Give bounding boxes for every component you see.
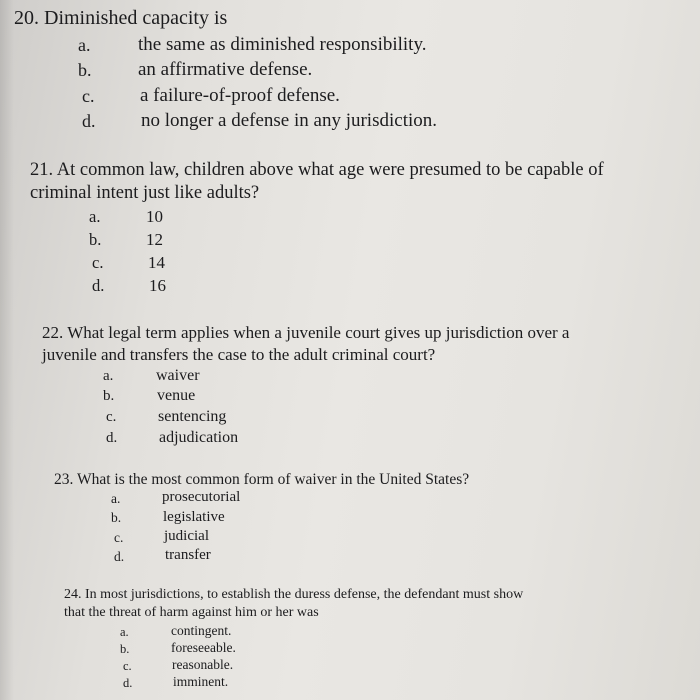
question-21-option-b-text: 12 [146,230,163,249]
question-22-option-d-text: adjudication [159,429,239,446]
question-20-option-c-text: a failure-of-proof defense. [140,85,340,106]
question-23-option-c-letter: c. [114,530,124,545]
question-21-option-d-text: 16 [149,276,166,295]
question-21-option-a-letter: a. [89,207,101,226]
question-20-option-a-text: the same as diminished responsibility. [138,34,427,55]
question-20-option-b-text: an affirmative defense. [138,59,313,80]
question-24-stem-line-1: 24. In most jurisdictions, to establish the duress defense, the defendant must show [64,587,524,602]
page-edge-shadow [0,0,14,700]
question-24-stem-line-2: that the threat of harm against him or her was [64,605,319,620]
question-21-stem-line-1: 21. At common law, children above what age were presumed to be capable of [30,160,604,180]
question-24-option-a-letter: a. [120,625,129,639]
question-24-option-d-text: imminent. [173,674,229,689]
question-22-option-c-text: sentencing [158,408,227,425]
question-22-option-c-letter: c. [106,409,117,425]
question-22-option-b-text: venue [157,387,196,404]
question-23-option-a-letter: a. [111,491,121,506]
question-20-option-a-letter: a. [78,35,91,55]
question-23-option-d-text: transfer [165,547,211,563]
question-24-option-d-letter: d. [123,676,133,690]
question-23-option-c-text: judicial [164,528,209,544]
question-23-option-b-letter: b. [111,510,122,525]
question-24-option-a-text: contingent. [171,623,232,638]
question-22-option-b-letter: b. [103,388,115,404]
question-21-stem-line-2: criminal intent just like adults? [30,183,260,203]
question-21-option-d-letter: d. [92,276,105,295]
question-23-option-b-text: legislative [163,509,225,525]
question-20-option-c-letter: c. [82,86,95,106]
question-21-option-b-letter: b. [89,230,102,249]
question-23-option-a-text: prosecutorial [162,489,241,505]
question-24-option-b-text: foreseeable. [171,640,236,655]
question-24-option-b-letter: b. [120,642,130,656]
question-21-option-c-text: 14 [148,253,165,272]
question-23-option-d-letter: d. [114,549,125,564]
question-20-stem: 20. Diminished capacity is [14,7,228,29]
question-22-option-a-letter: a. [103,368,114,384]
question-24-option-c-letter: c. [123,659,132,673]
question-20-option-d-letter: d. [82,111,96,131]
question-21-option-c-letter: c. [92,253,104,272]
question-20-option-d-text: no longer a defense in any jurisdiction. [141,110,438,131]
question-21-option-a-text: 10 [146,207,163,226]
question-22-option-a-text: waiver [156,367,200,384]
question-22-option-d-letter: d. [106,430,118,446]
question-22-stem-line-1: 22. What legal term applies when a juvenile court gives up jurisdiction over a [42,323,570,342]
question-24-option-c-text: reasonable. [172,657,234,672]
question-22-stem-line-2: juvenile and transfers the case to the adult criminal court? [42,345,436,364]
question-23-stem: 23. What is the most common form of waiver in the United States? [54,471,470,488]
question-20-option-b-letter: b. [78,60,92,80]
